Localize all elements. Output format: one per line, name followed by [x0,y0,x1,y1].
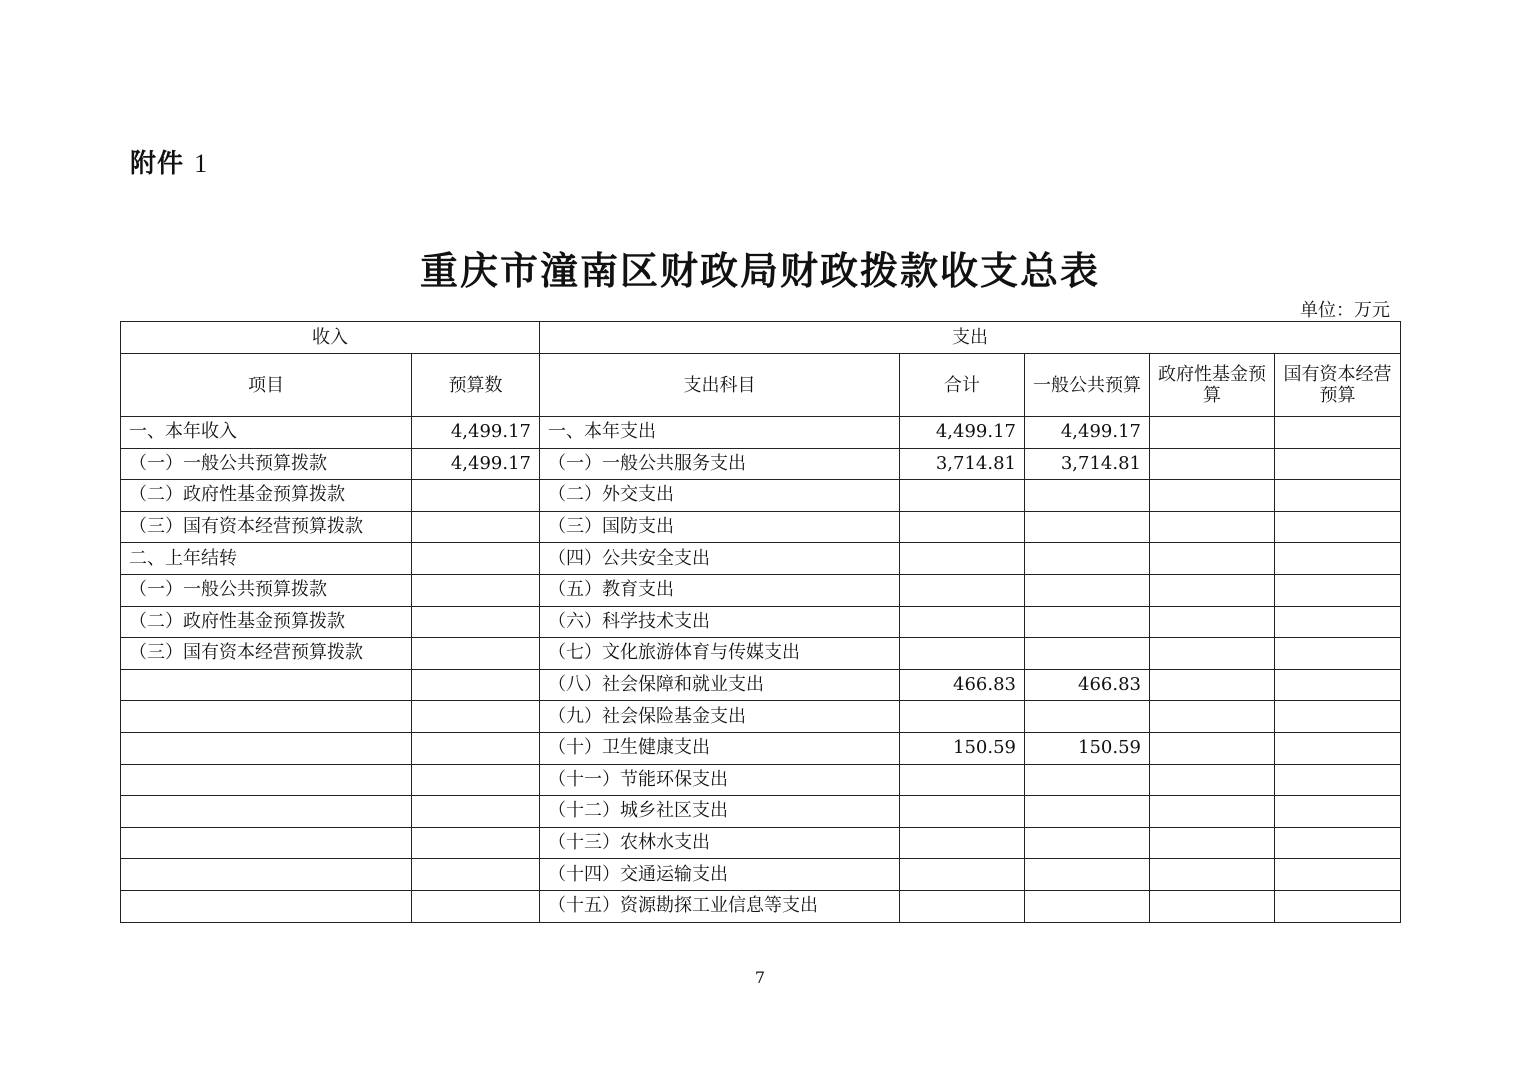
table-row [121,448,1401,480]
cell-total [900,859,1025,891]
cell-budget [412,606,540,638]
cell-gov-fund [1150,574,1275,606]
table-row [121,859,1401,891]
cell-total [900,764,1025,796]
unit-label: 单位：万元 [1300,300,1390,321]
cell-general-public: 3,714.81 [1025,448,1150,480]
page-number: 7 [754,968,766,987]
cell-state-capital [1275,574,1401,606]
cell-item [121,827,412,859]
table-row [121,574,1401,606]
cell-total: 3,714.81 [900,448,1025,480]
cell-gov-fund [1150,448,1275,480]
cell-subject: （八）社会保障和就业支出 [540,669,900,701]
cell-item: （二）政府性基金预算拨款 [121,606,412,638]
cell-general-public [1025,701,1150,733]
cell-budget [412,890,540,922]
header-expenditure: 支出 [540,322,1401,354]
cell-general-public [1025,543,1150,575]
cell-state-capital [1275,448,1401,480]
header-state-capital: 国有资本经营预算 [1275,354,1401,417]
cell-subject: （十一）节能环保支出 [540,764,900,796]
cell-total: 150.59 [900,732,1025,764]
cell-budget [412,732,540,764]
table-row [121,732,1401,764]
cell-general-public [1025,764,1150,796]
cell-state-capital [1275,511,1401,543]
cell-state-capital [1275,638,1401,670]
cell-subject: （十五）资源勘探工业信息等支出 [540,890,900,922]
table-row [121,480,1401,512]
cell-total [900,511,1025,543]
cell-budget [412,764,540,796]
header-exp-subject: 支出科目 [540,354,900,417]
table-row [121,638,1401,670]
cell-subject: （五）教育支出 [540,574,900,606]
cell-subject: （六）科学技术支出 [540,606,900,638]
cell-subject: （四）公共安全支出 [540,543,900,575]
cell-gov-fund [1150,796,1275,828]
attachment-number: 1 [194,149,209,178]
cell-subject: （一）一般公共服务支出 [540,448,900,480]
cell-budget [412,543,540,575]
table-row [121,511,1401,543]
cell-item: （二）政府性基金预算拨款 [121,480,412,512]
cell-budget [412,859,540,891]
cell-budget [412,480,540,512]
cell-gov-fund [1150,669,1275,701]
cell-total [900,574,1025,606]
cell-total [900,890,1025,922]
cell-subject: 一、本年支出 [540,417,900,449]
table-row [121,701,1401,733]
cell-gov-fund [1150,701,1275,733]
cell-subject: （三）国防支出 [540,511,900,543]
table-row [121,890,1401,922]
cell-general-public [1025,574,1150,606]
cell-general-public [1025,796,1150,828]
cell-subject: （二）外交支出 [540,480,900,512]
cell-subject: （九）社会保险基金支出 [540,701,900,733]
cell-total [900,480,1025,512]
table-row [121,669,1401,701]
cell-item [121,890,412,922]
cell-item: 一、本年收入 [121,417,412,449]
header-row-columns [121,354,1401,417]
cell-state-capital [1275,732,1401,764]
cell-total [900,701,1025,733]
attachment-label [130,143,208,180]
cell-state-capital [1275,417,1401,449]
cell-general-public: 4,499.17 [1025,417,1150,449]
cell-budget [412,669,540,701]
cell-item: （三）国有资本经营预算拨款 [121,638,412,670]
cell-item: （三）国有资本经营预算拨款 [121,511,412,543]
cell-subject: （十）卫生健康支出 [540,732,900,764]
cell-state-capital [1275,859,1401,891]
cell-budget [412,701,540,733]
cell-gov-fund [1150,606,1275,638]
table-row [121,827,1401,859]
cell-subject: （十四）交通运输支出 [540,859,900,891]
cell-gov-fund [1150,543,1275,575]
header-budget: 预算数 [412,354,540,417]
table-row [121,606,1401,638]
cell-item: （一）一般公共预算拨款 [121,448,412,480]
cell-budget [412,638,540,670]
cell-general-public [1025,890,1150,922]
cell-state-capital [1275,827,1401,859]
cell-subject: （十二）城乡社区支出 [540,796,900,828]
cell-state-capital [1275,764,1401,796]
cell-general-public [1025,480,1150,512]
cell-gov-fund [1150,890,1275,922]
header-total: 合计 [900,354,1025,417]
cell-general-public [1025,606,1150,638]
cell-total: 466.83 [900,669,1025,701]
cell-item [121,701,412,733]
cell-gov-fund [1150,417,1275,449]
header-general-public: 一般公共预算 [1025,354,1150,417]
cell-item [121,732,412,764]
budget-table [120,321,1401,923]
cell-budget [412,827,540,859]
cell-budget [412,511,540,543]
table-row [121,796,1401,828]
cell-general-public [1025,638,1150,670]
cell-subject: （七）文化旅游体育与传媒支出 [540,638,900,670]
cell-item: （一）一般公共预算拨款 [121,574,412,606]
cell-general-public [1025,511,1150,543]
header-income: 收入 [121,322,540,354]
cell-item: 二、上年结转 [121,543,412,575]
cell-general-public: 466.83 [1025,669,1150,701]
cell-gov-fund [1150,511,1275,543]
cell-item [121,796,412,828]
cell-item [121,669,412,701]
cell-item [121,859,412,891]
header-item: 项目 [121,354,412,417]
cell-total [900,796,1025,828]
cell-state-capital [1275,480,1401,512]
cell-state-capital [1275,606,1401,638]
cell-general-public: 150.59 [1025,732,1150,764]
cell-state-capital [1275,669,1401,701]
cell-item [121,764,412,796]
table-row [121,543,1401,575]
cell-total [900,827,1025,859]
header-gov-fund: 政府性基金预算 [1150,354,1275,417]
cell-state-capital [1275,543,1401,575]
cell-state-capital [1275,796,1401,828]
cell-gov-fund [1150,827,1275,859]
cell-general-public [1025,859,1150,891]
cell-budget: 4,499.17 [412,448,540,480]
cell-state-capital [1275,701,1401,733]
cell-gov-fund [1150,480,1275,512]
cell-gov-fund [1150,638,1275,670]
header-row-groups [121,322,1401,354]
cell-total [900,543,1025,575]
table-row [121,764,1401,796]
cell-total [900,638,1025,670]
cell-gov-fund [1150,859,1275,891]
table-row [121,417,1401,449]
cell-total: 4,499.17 [900,417,1025,449]
cell-gov-fund [1150,732,1275,764]
attachment-text: 附件 [130,149,185,179]
cell-budget: 4,499.17 [412,417,540,449]
cell-subject: （十三）农林水支出 [540,827,900,859]
page-title: 重庆市潼南区财政局财政拨款收支总表 [419,249,1100,293]
cell-total [900,606,1025,638]
cell-general-public [1025,827,1150,859]
cell-state-capital [1275,890,1401,922]
cell-budget [412,574,540,606]
cell-budget [412,796,540,828]
cell-gov-fund [1150,764,1275,796]
